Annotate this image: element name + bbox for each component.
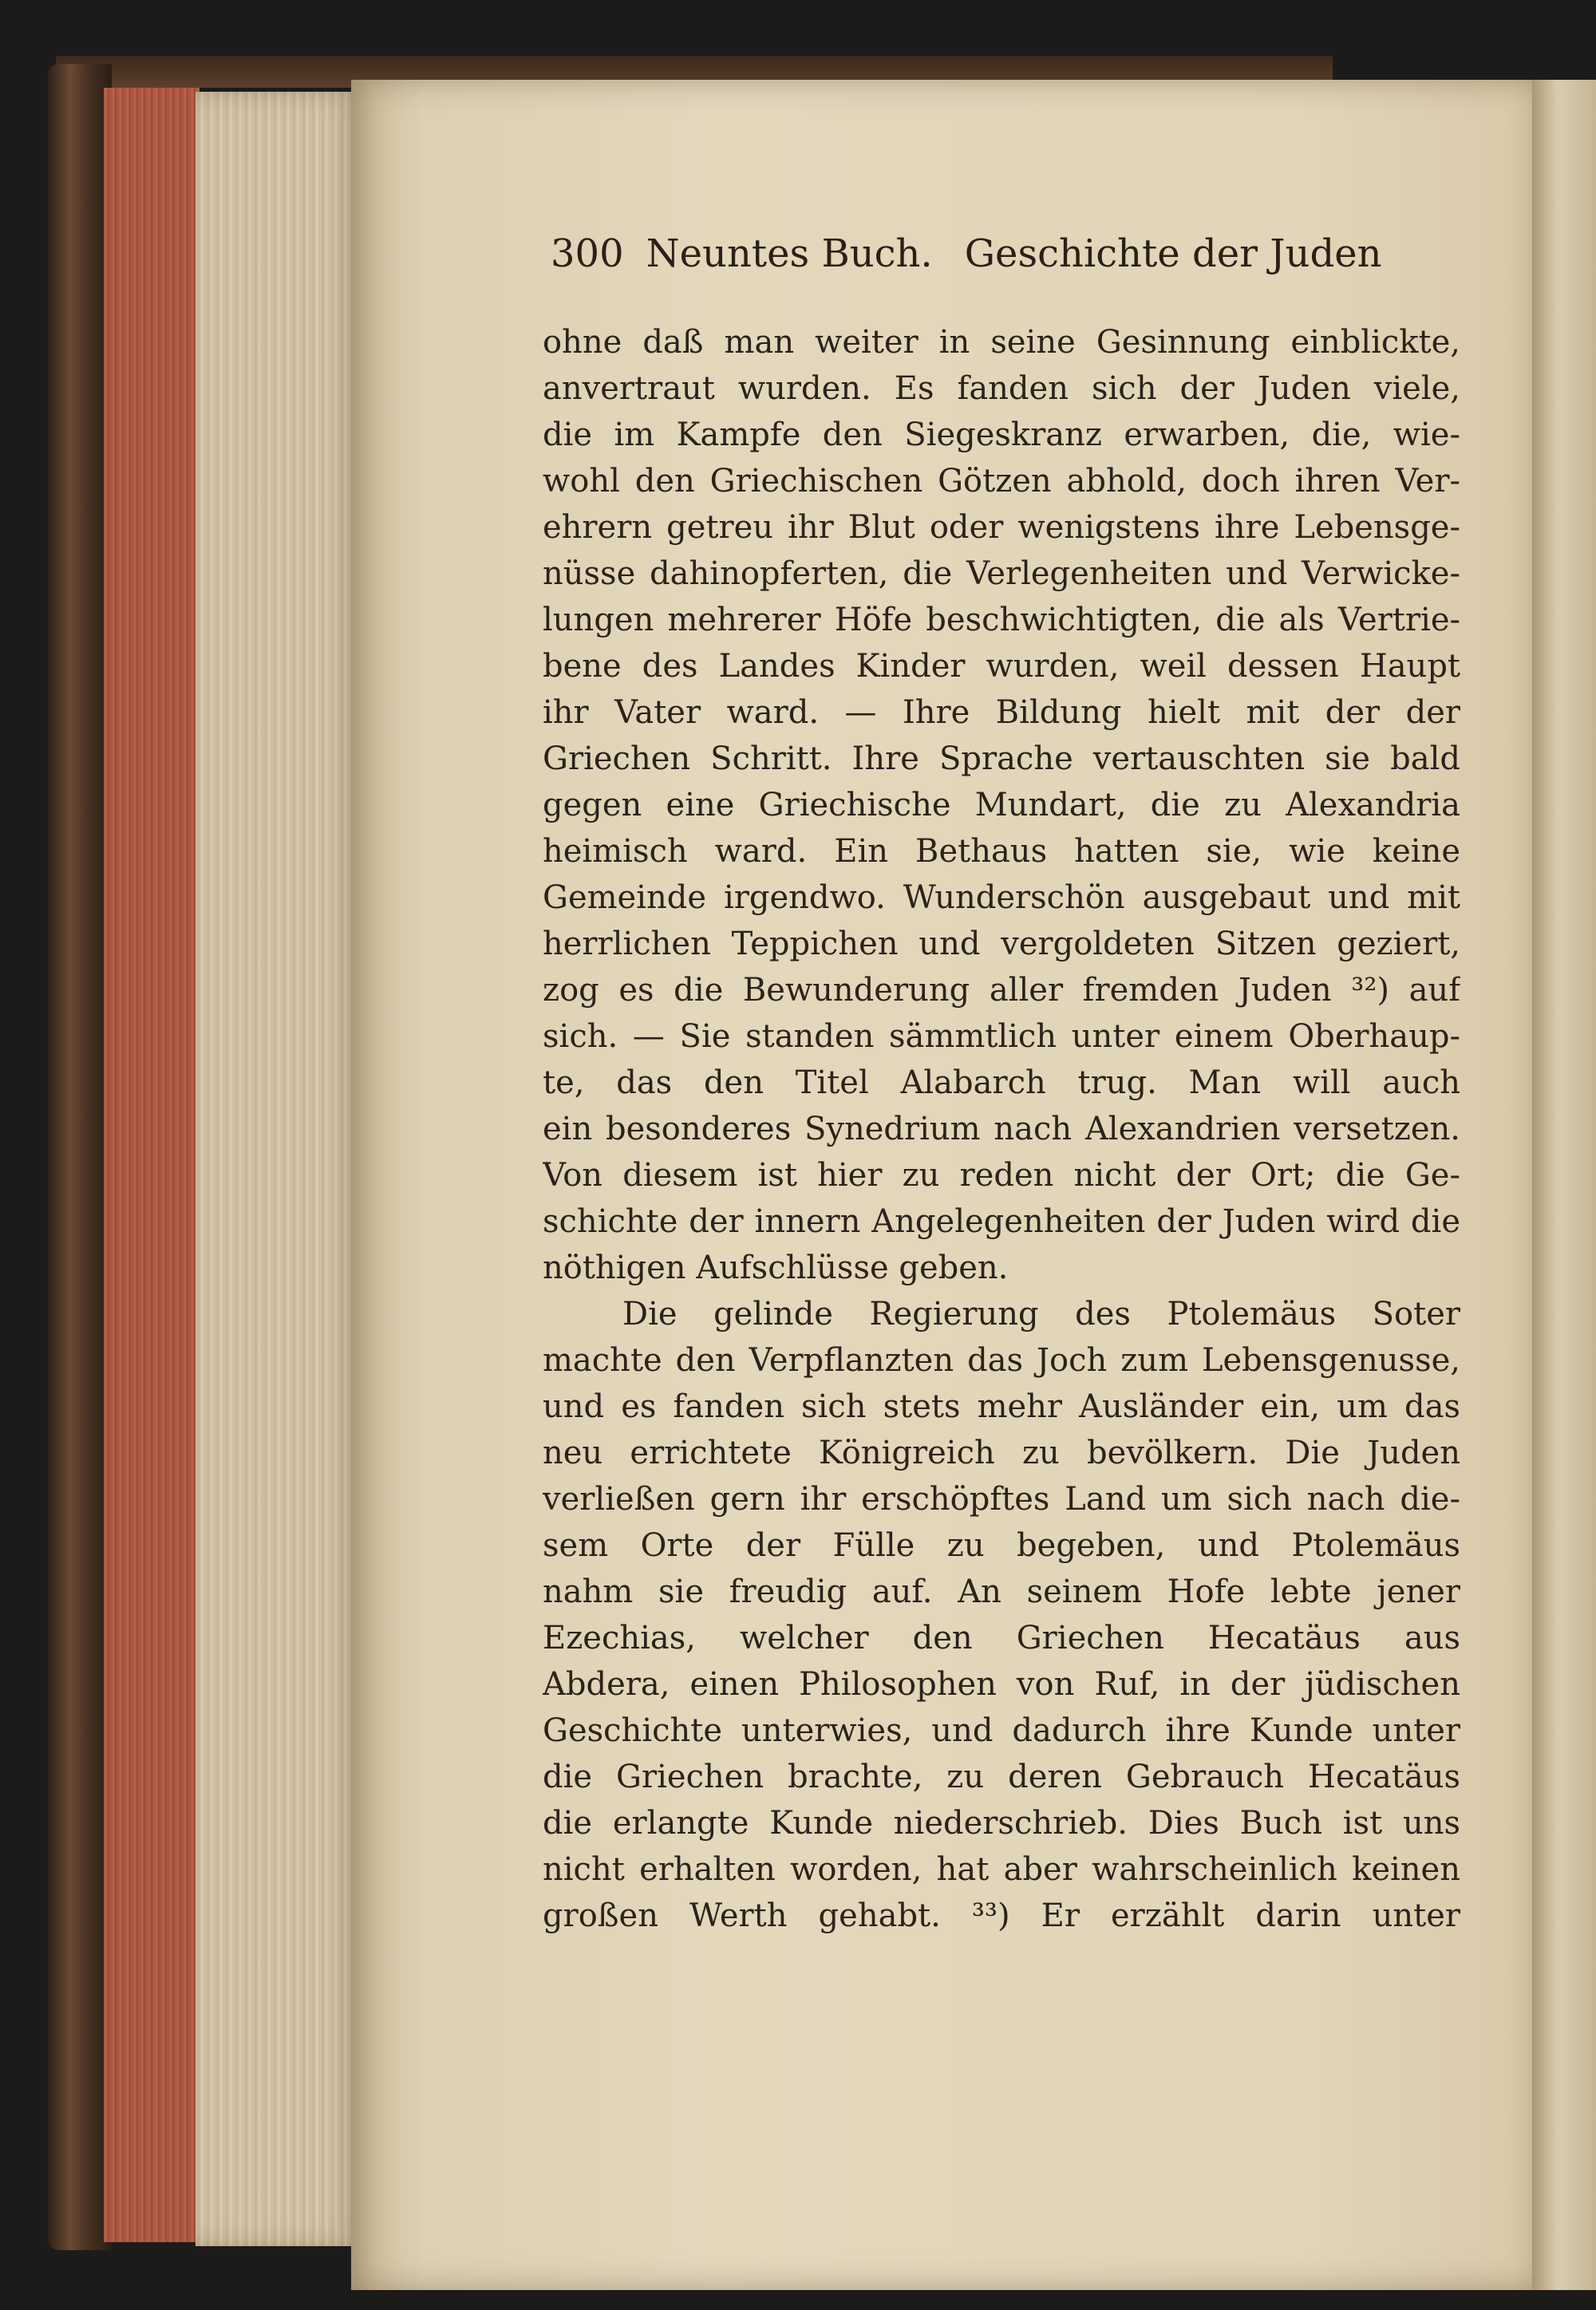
text-line: Ezechias, welcher den Griechen Hecatäus aus — [543, 1620, 1460, 1656]
text-line: herrlichen Teppichen und vergoldeten Sitzen geziert, — [543, 926, 1460, 962]
text-line: ohne daß man weiter in seine Gesinnung einblickte, — [543, 324, 1460, 361]
paragraph-first-line: Die gelinde Regierung des Ptolemäus Soter — [622, 1296, 1460, 1333]
page-stack — [196, 92, 363, 2246]
text-line: Geschichte unterwies, und dadurch ihre Kunde unter — [543, 1712, 1460, 1749]
text-line: ehrern getreu ihr Blut oder wenigstens ihre Lebensge- — [543, 509, 1460, 546]
running-head — [551, 231, 1420, 276]
text-line: Von diesem ist hier zu reden nicht der Ort; die Ge- — [543, 1157, 1460, 1194]
text-line: lungen mehrerer Höfe beschwichtigten, die als Vertrie- — [543, 602, 1460, 638]
text-line: die erlangte Kunde niederschrieb. Dies Buch ist uns — [543, 1805, 1460, 1842]
text-line: anvertraut wurden. Es fanden sich der Juden viele, — [543, 370, 1460, 407]
text-line: neu errichtete Königreich zu bevölkern. Die Juden — [543, 1435, 1460, 1471]
text-line: nahm sie freudig auf. An seinem Hofe lebte jener — [543, 1574, 1460, 1610]
text-line: verließen gern ihr erschöpftes Land um sich nach die- — [543, 1481, 1460, 1518]
text-line: sich. — Sie standen sämmtlich unter einem Oberhaup- — [543, 1018, 1460, 1055]
text-line: großen Werth gehabt. ³³) Er erzählt darin unter — [543, 1897, 1460, 1934]
red-page-edges — [104, 88, 200, 2242]
text-line: Griechen Schritt. Ihre Sprache vertauschten sie bald — [543, 740, 1460, 777]
text-line: te, das den Titel Alabarch trug. Man will auch — [543, 1064, 1460, 1101]
text-line: und es fanden sich stets mehr Ausländer ein, um das — [543, 1388, 1460, 1425]
page-number: 300 — [551, 231, 624, 276]
text-line: nicht erhalten worden, hat aber wahrscheinlich keinen — [543, 1851, 1460, 1888]
book-cover-spine — [48, 64, 112, 2250]
text-line: die Griechen brachte, zu deren Gebrauch Hecatäus — [543, 1759, 1460, 1795]
text-line: ein besonderes Synedrium nach Alexandrien versetzen. — [543, 1111, 1460, 1147]
text-line: nöthigen Aufschlüsse geben. — [543, 1250, 1009, 1286]
book-section: Neuntes Buch. — [646, 231, 933, 276]
text-line: bene des Landes Kinder wurden, weil dessen Haupt — [543, 648, 1460, 685]
text-line: nüsse dahinopferten, die Verlegenheiten und Verwicke- — [543, 555, 1460, 592]
text-line: gegen eine Griechische Mundart, die zu Alexandria — [543, 787, 1460, 823]
text-line: heimisch ward. Ein Bethaus hatten sie, wie keine — [543, 833, 1460, 870]
text-line: Gemeinde irgendwo. Wunderschön ausgebaut und mit — [543, 879, 1460, 916]
text-line: sem Orte der Fülle zu begeben, und Ptolemäus — [543, 1527, 1460, 1564]
text-line: schichte der innern Angelegenheiten der Juden wird die — [543, 1203, 1460, 1240]
text-line: machte den Verpflanzten das Joch zum Lebensgenusse, — [543, 1342, 1460, 1379]
text-line: die im Kampfe den Siegeskranz erwarben, die, wie- — [543, 417, 1460, 453]
text-line: zog es die Bewunderung aller fremden Juden ³²) auf — [543, 972, 1460, 1009]
text-line: wohl den Griechischen Götzen abhold, doch ihren Ver- — [543, 463, 1460, 500]
book-title: Geschichte der Juden — [964, 231, 1382, 276]
body-text — [543, 319, 1460, 1939]
text-line: ihr Vater ward. — Ihre Bildung hielt mit der der — [543, 694, 1460, 731]
facing-page-edge — [1532, 80, 1596, 2290]
text-line: Abdera, einen Philosophen von Ruf, in der jüdischen — [543, 1666, 1460, 1703]
